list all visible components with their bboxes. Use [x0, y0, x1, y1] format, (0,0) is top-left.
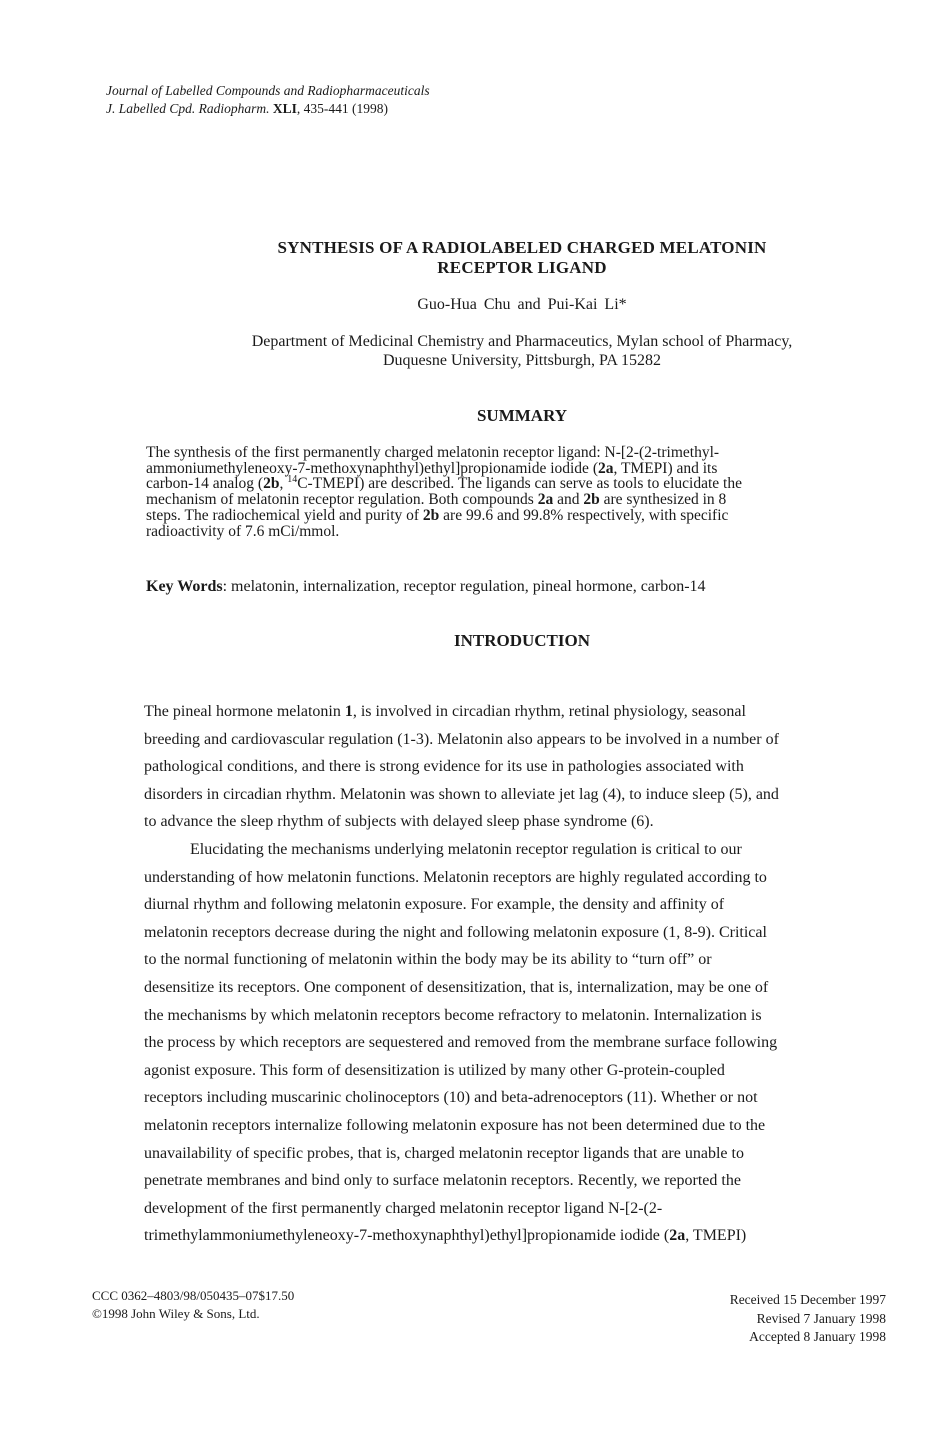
- authors: Guo-Hua Chu and Pui-Kai Li*: [417, 296, 627, 313]
- paper-title-line-2: RECEPTOR LIGAND: [437, 258, 607, 277]
- body-line: melatonin receptors internalize following melatonin exposure has not been determined due to the: [144, 1116, 766, 1134]
- text-run: mechanism of melatonin receptor regulation. Both compounds: [146, 491, 538, 509]
- body-line: diurnal rhythm and following melatonin exposure. For example, the density and affinity of: [144, 896, 725, 914]
- summary-line: [146, 492, 876, 508]
- text-run: steps. The radiochemical yield and purity of: [146, 506, 423, 524]
- summary-line: The synthesis of the first permanently charged melatonin receptor ligand: N-[2-(2-trimethyl-: [146, 444, 720, 461]
- revised-date: Revised 7 January 1998: [756, 1310, 886, 1326]
- affiliation-line-1: Department of Medicinal Chemistry and Pharmaceutics, Mylan school of Pharmacy,: [251, 333, 793, 350]
- text-run: ammoniumethyleneoxy-7-methoxynaphthyl)ethyl]propionamide iodide (: [146, 459, 598, 477]
- text-run: are 99.6 and 99.8% respectively, with specific: [439, 506, 729, 524]
- body-line: [144, 1222, 779, 1250]
- body-line: Elucidating the mechanisms underlying melatonin receptor regulation is critical to our: [190, 840, 742, 858]
- text-run: carbon-14 analog (: [146, 475, 264, 493]
- journal-abbrev: J. Labelled Cpd. Radiopharm.: [106, 101, 270, 116]
- journal-pages: , 435-441 (1998): [296, 101, 389, 116]
- compound-label: 2b: [583, 491, 600, 509]
- ccc-code: CCC 0362–4803/98/050435–07$17.50: [92, 1288, 295, 1303]
- body-line: desensitize its receptors. One component of desensitization, that is, internalization, may be one of: [144, 978, 769, 996]
- body-line: agonist exposure. This form of desensitization is utilized by many other G-protein-coupled: [144, 1061, 725, 1079]
- accepted-date: Accepted 8 January 1998: [749, 1329, 886, 1344]
- compound-label: 2a: [597, 459, 614, 477]
- isotope-superscript: 14: [287, 474, 298, 486]
- text-run: , TMEPI) and its: [613, 459, 718, 477]
- journal-citation: [106, 100, 430, 118]
- body-line: pathological conditions, and there is strong evidence for its use in pathologies associated with: [144, 758, 744, 776]
- text-run: , TMEPI): [685, 1227, 747, 1245]
- journal-name: Journal of Labelled Compounds and Radiopharmaceuticals: [106, 83, 430, 98]
- summary-line: [146, 476, 876, 492]
- body-line: unavailability of specific probes, that is, charged melatonin receptor ligands that are unable to: [144, 1144, 744, 1162]
- summary-line: radioactivity of 7.6 mCi/mmol.: [146, 522, 340, 540]
- compound-label: 1: [344, 703, 353, 720]
- received-date: Received 15 December 1997: [729, 1292, 886, 1307]
- introduction-heading: INTRODUCTION: [453, 631, 591, 650]
- footer-dates: [730, 1291, 886, 1347]
- copyright-notice: ©1998 John Wiley & Sons, Ltd.: [92, 1306, 260, 1321]
- compound-label: 2b: [263, 475, 280, 493]
- summary-text: [146, 445, 876, 539]
- text-run: and: [553, 491, 584, 509]
- keywords-label: Key Words: [146, 578, 223, 595]
- body-line: to the normal functioning of melatonin within the body may be its ability to “turn off” or: [144, 951, 712, 969]
- body-line: penetrate membranes and bind only to surface melatonin receptors. Recently, we reported the: [144, 1172, 741, 1190]
- keywords: [146, 578, 706, 596]
- summary-heading: SUMMARY: [476, 406, 568, 425]
- compound-label: 2a: [537, 491, 554, 509]
- paper-title: [0, 238, 942, 278]
- introduction-body: [144, 698, 779, 1250]
- affiliation: [0, 332, 942, 370]
- journal-volume: XLI: [272, 101, 297, 116]
- journal-header: [106, 82, 430, 118]
- footer-copyright: [92, 1287, 294, 1323]
- text-run: , is involved in circadian rhythm, retinal physiology, seasonal: [352, 703, 746, 720]
- text-run: are synthesized in 8: [599, 491, 727, 509]
- body-line: the process by which receptors are sequestered and removed from the membrane surface following: [144, 1034, 778, 1052]
- text-run: trimethylammoniumethyleneoxy-7-methoxynaphthyl)ethyl]propionamide iodide (: [144, 1227, 670, 1245]
- compound-label: 2b: [422, 506, 440, 524]
- body-line: development of the first permanently charged melatonin receptor ligand N-[2-(2-: [144, 1199, 663, 1217]
- text-run: ,: [279, 475, 288, 493]
- body-line: [144, 698, 779, 726]
- body-line: to advance the sleep rhythm of subjects with delayed sleep phase syndrome (6).: [144, 813, 654, 831]
- compound-label: 2a: [669, 1227, 686, 1245]
- summary-line: [146, 508, 876, 524]
- body-line: melatonin receptors decrease during the night and following melatonin exposure (1, 8-9). Critical: [144, 923, 767, 941]
- body-line: understanding of how melatonin functions. Melatonin receptors are highly regulated according to: [144, 868, 767, 886]
- affiliation-line-2: Duquesne University, Pittsburgh, PA 15282: [382, 352, 662, 369]
- keywords-list: : melatonin, internalization, receptor regulation, pineal hormone, carbon-14: [222, 578, 706, 595]
- body-line: the mechanisms by which melatonin receptors become refractory to melatonin. Internalization is: [144, 1006, 762, 1024]
- text-run: C-TMEPI) are described. The ligands can serve as tools to elucidate the: [297, 475, 742, 493]
- paper-title-line-1: SYNTHESIS OF A RADIOLABELED CHARGED MELATONIN: [277, 238, 767, 257]
- body-line: disorders in circadian rhythm. Melatonin was shown to alleviate jet lag (4), to induce sleep (5), and: [144, 785, 779, 803]
- body-line: receptors including muscarinic cholinoceptors (10) and beta-adrenoceptors (11). Whether or not: [144, 1089, 758, 1107]
- body-line: breeding and cardiovascular regulation (1-3). Melatonin also appears to be involved in a number of: [144, 730, 779, 748]
- text-run: The pineal hormone melatonin: [144, 703, 345, 720]
